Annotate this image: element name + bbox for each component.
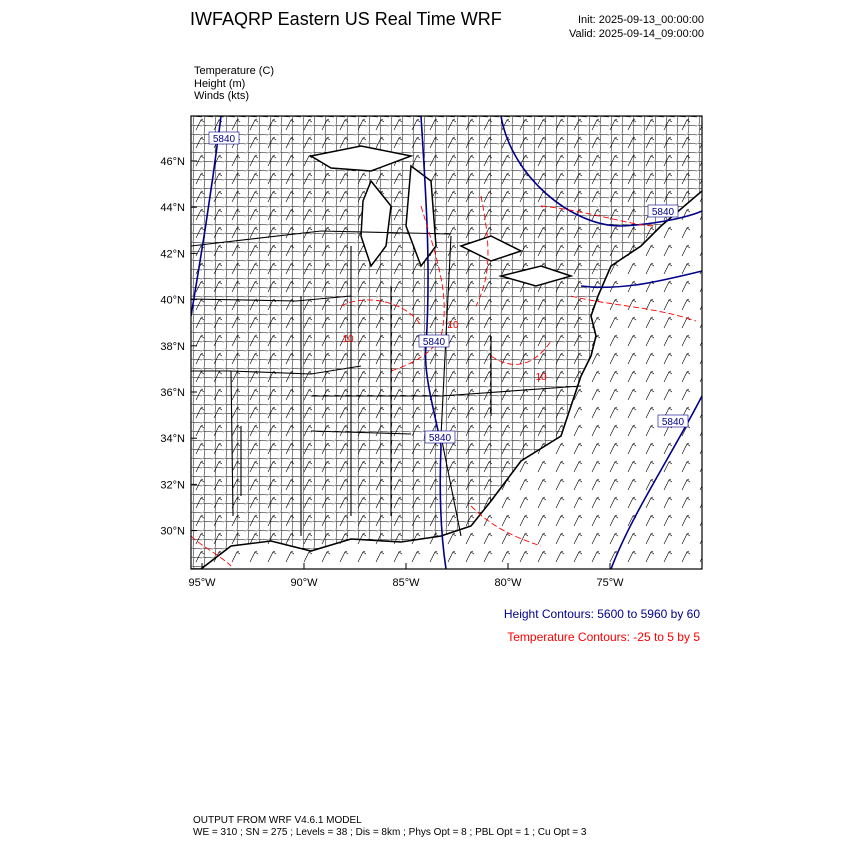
lat-tick-label: 32°N (160, 479, 185, 492)
lat-tick-label: 46°N (160, 156, 185, 168)
temperature-contour-note: Temperature Contours: -25 to 5 by 5 (507, 630, 700, 644)
lat-tick-label: 36°N (160, 387, 185, 399)
field-list (194, 65, 274, 103)
height-contour-label: 5840 (422, 337, 446, 348)
temperature-contour-label: 10 (342, 334, 354, 345)
lat-tick-label: 34°N (160, 433, 185, 446)
height-contour-label: 5840 (212, 134, 236, 145)
valid-time: Valid: 2025-09-14_09:00:00 (569, 28, 704, 40)
field-winds: Winds (kts) (194, 90, 249, 102)
height-contour-label: 5840 (651, 207, 675, 218)
lon-tick-label: 95°W (188, 577, 216, 589)
lat-tick-label: 44°N (160, 202, 185, 215)
lon-tick-label: 85°W (392, 577, 420, 589)
lat-tick-label: 40°N (160, 294, 185, 307)
weather-map (160, 116, 811, 596)
lon-tick-label: 80°W (494, 577, 522, 589)
lon-tick-label: 75°W (596, 577, 624, 589)
lat-tick-label: 38°N (160, 340, 185, 353)
height-contour-note: Height Contours: 5600 to 5960 by 60 (503, 607, 700, 621)
model-footer (193, 815, 586, 839)
footer-line-2: WE = 310 ; SN = 275 ; Levels = 38 ; Dis = 8km ; Phys Opt = 8 ; PBL Opt = 1 ; Cu Opt = 3 (193, 827, 587, 838)
temperature-contour-label: 10 (447, 320, 459, 331)
height-contour-label: 5840 (428, 433, 452, 444)
lat-tick-label: 30°N (160, 525, 185, 538)
height-contour-label: 5840 (661, 417, 685, 428)
lon-tick-label: 90°W (290, 577, 318, 589)
field-height: Height (m) (194, 77, 246, 90)
lat-tick-label: 42°N (160, 248, 185, 261)
footer-line-1: OUTPUT FROM WRF V4.6.1 MODEL (193, 815, 362, 826)
init-time: Init: 2025-09-13_00:00:00 (578, 14, 704, 26)
temperature-contour-label: 10 (535, 372, 547, 383)
init-valid-block (569, 13, 704, 41)
field-temperature: Temperature (C) (194, 65, 275, 77)
plot-title: IWFAQRP Eastern US Real Time WRF (190, 9, 502, 29)
